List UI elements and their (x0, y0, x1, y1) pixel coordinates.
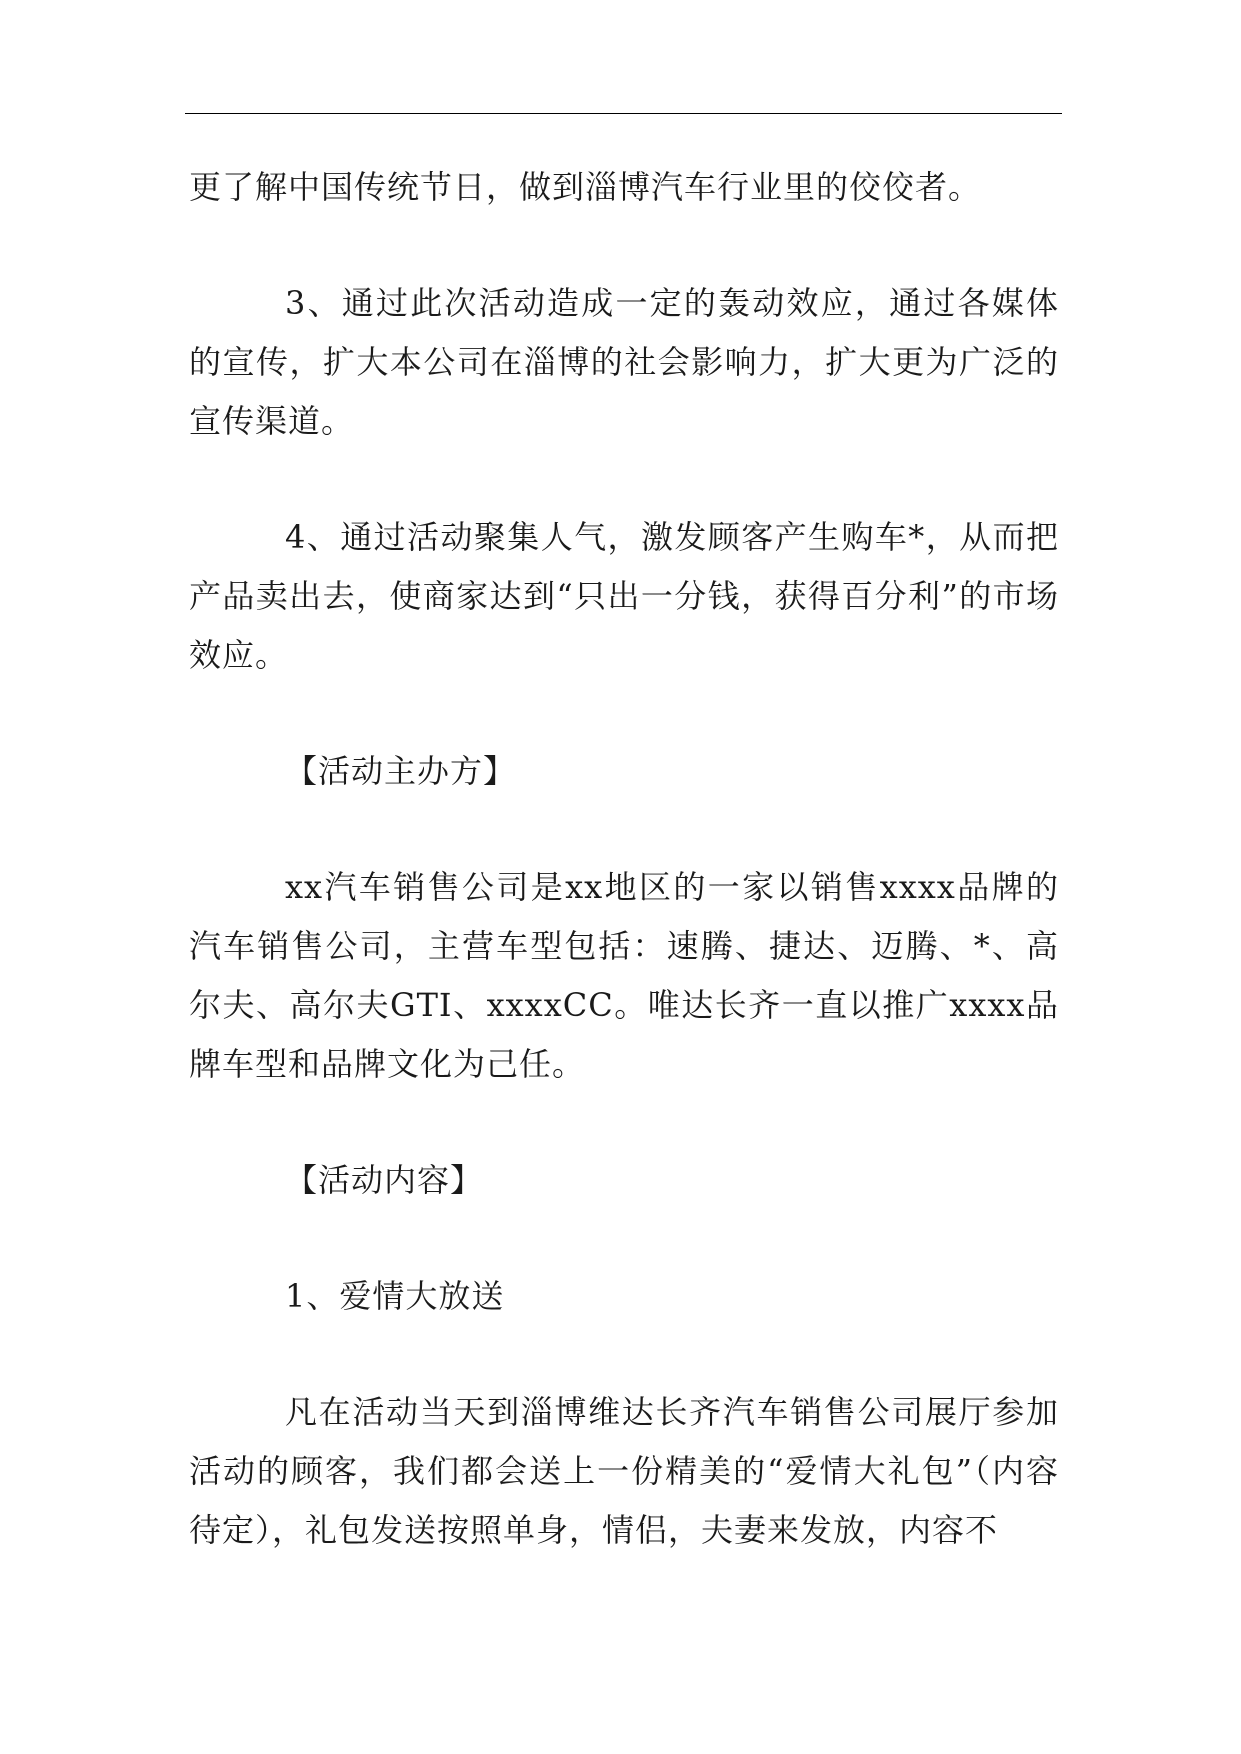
paragraph-love-giveaway: 凡在活动当天到淄博维达长齐汽车销售公司展厅参加活动的顾客，我们都会送上一份精美的“爱情大礼包”（内容待定），礼包发送按照单身，情侣，夫妻来发放，内容不 (189, 1393, 1059, 1549)
section-heading-content: 【活动内容】 (285, 1161, 484, 1199)
header-rule (185, 113, 1062, 114)
paragraph-organizer-intro: xx汽车销售公司是xx地区的一家以销售xxxx品牌的汽车销售公司，主营车型包括：速腾、捷达、迈腾、*、高尔夫、高尔夫GTI、xxxxCC。唯达长齐一直以推广xxxx品牌车型和品牌文化为己任。 (189, 868, 1059, 1083)
paragraph-continuation: 更了解中国传统节日，做到淄博汽车行业里的佼佼者。 (189, 168, 982, 206)
document-body (189, 158, 1059, 1560)
subheading-item-1: 1、爱情大放送 (285, 1277, 505, 1315)
section-heading-organizer: 【活动主办方】 (285, 752, 517, 790)
paragraph-item-3: 3、通过此次活动造成一定的轰动效应，通过各媒体的宣传，扩大本公司在淄博的社会影响力，扩大更为广泛的宣传渠道。 (189, 284, 1059, 440)
paragraph-item-4: 4、通过活动聚集人气，激发顾客产生购车*，从而把产品卖出去，使商家达到“只出一分钱，获得百分利”的市场效应。 (189, 518, 1059, 674)
